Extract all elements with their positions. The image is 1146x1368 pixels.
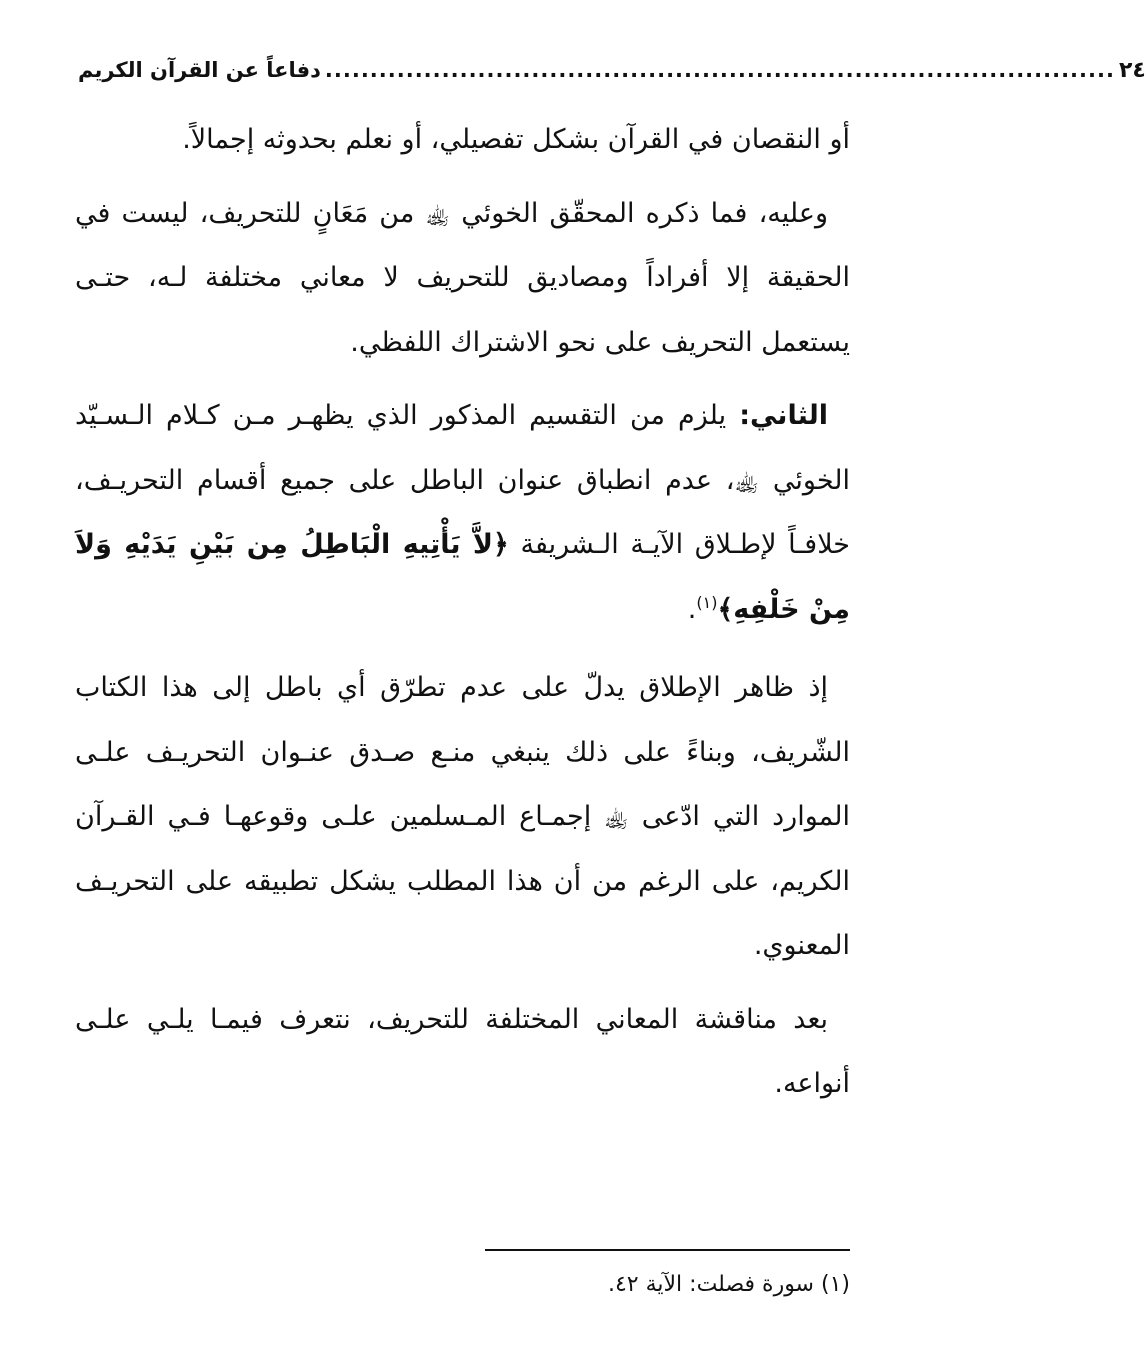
paragraph-2: وعليه، فما ذكره المحقّق الخوئي ﵀ من مَعَانٍ للتحريف، ليست في الحقيقة إلا أفراداً ومصاديق للتحريف لا معاني مختلفة لـه، حتـى يستعمل التحريف على نحو الاشتراك اللفظي.	[75, 197, 850, 358]
quran-verse: ﴿لاَّ يَأْتِيهِ الْبَاطِلُ مِن بَيْنِ يَدَيْهِ وَلاَ مِنْ خَلْفِهِ﴾	[75, 529, 850, 625]
paragraph-3	[75, 384, 850, 642]
body-text	[75, 108, 850, 1126]
leader-dots: ........................................................................................	[324, 58, 1115, 82]
footnote-divider	[485, 1249, 850, 1251]
paragraph-3-text: يلزم من التقسيم المذكور الذي يظهـر مـن كـلام الـسـيّد الخوئي ﵀، عدم انطباق عنوان الباطل على جميع أقسام التحريـف، خلافـاً لإطـلاق الآيـة الـشريفة	[75, 400, 851, 560]
paragraph-1: أو النقصان في القرآن بشكل تفصيلي، أو نعلم بحدوثه إجمالاً.	[182, 124, 850, 155]
book-title: دفاعاً عن القرآن الكريم	[78, 58, 321, 82]
paragraph-5: بعد مناقشة المعاني المختلفة للتحريف، نتعرف فيمـا يلـي علـى أنواعه.	[75, 1003, 850, 1099]
running-header	[78, 52, 1146, 88]
page-number: ٢٤	[1118, 57, 1146, 83]
paragraph-3-end: .	[687, 593, 697, 625]
footnote: (١) سورة فصلت: الآية ٤٢.	[607, 1272, 850, 1297]
footnote-reference: (١)	[696, 592, 718, 612]
paragraph-4: إذ ظاهر الإطلاق يدلّ على عدم تطرّق أي باطل إلى هذا الكتاب الشّريف، وبناءً على ذلك ينبغي منـع صـدق عنـوان التحريـف علـى الموارد التي ادّعى ﵀ إجمـاع المـسلمين علـى وقوعهـا فـي القـرآن الكريم، على الرغم من أن هذا المطلب يشكل تطبيقه على التحريـف المعنوي.	[75, 672, 850, 961]
paragraph-3-lead-term: الثاني:	[739, 400, 828, 431]
